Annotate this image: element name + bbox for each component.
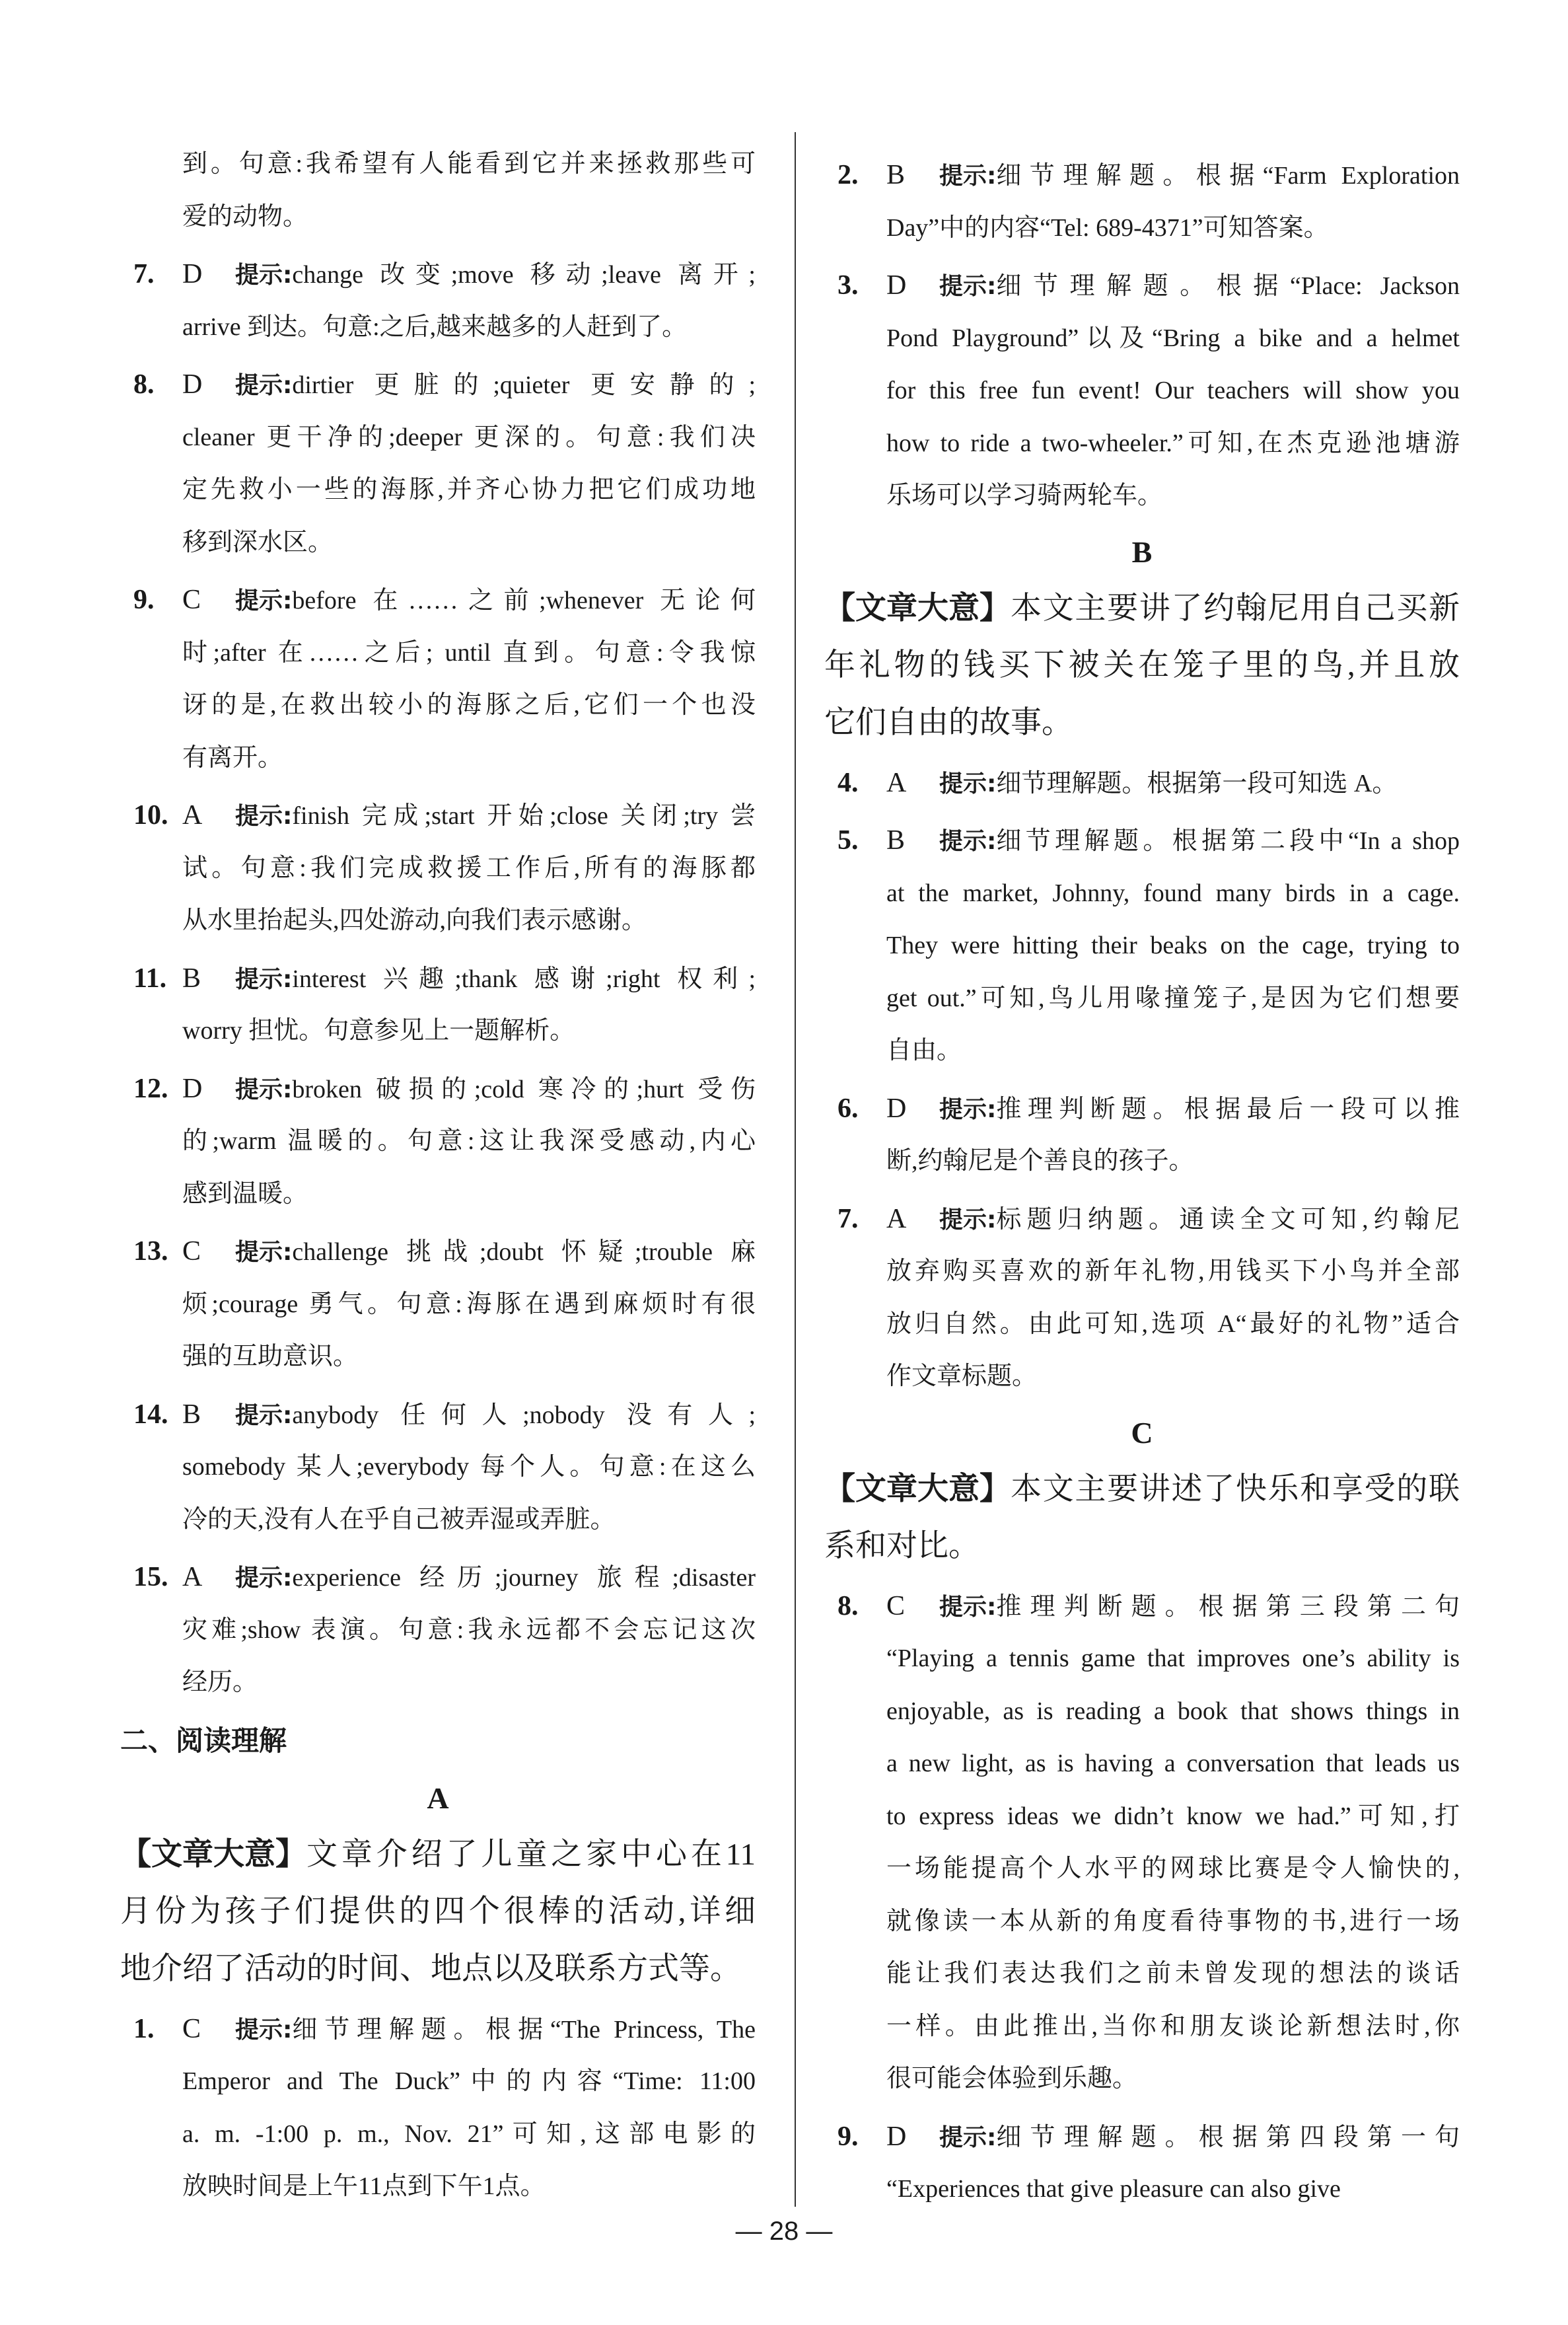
hint-text-line: 很可能会体验到乐趣。 bbox=[886, 2065, 1138, 2092]
hint-label: 提示: bbox=[235, 262, 293, 289]
hint-text-line: get out.”可知,鸟儿用喙撞笼子,是因为它们想要 bbox=[886, 984, 1460, 1012]
hint-label: 提示: bbox=[235, 803, 293, 830]
hint-text-line: 自由。 bbox=[886, 1037, 962, 1064]
hint-text-line: how to ride a two-wheeler.”可知,在杰克逊池塘游 bbox=[886, 429, 1460, 457]
question-number: 1. bbox=[133, 2013, 155, 2044]
answer-first-line bbox=[824, 149, 1460, 202]
hint-text: 推理判断题。根据第三段第二句 bbox=[996, 1592, 1460, 1621]
hint-text-line: Pond Playground”以及“Bring a bike and a helmet bbox=[886, 324, 1460, 352]
answer-item bbox=[824, 1580, 1460, 2106]
question-number: 12. bbox=[133, 1073, 168, 1104]
answer-first-line bbox=[120, 953, 756, 1006]
hint-label: 提示: bbox=[939, 2123, 997, 2151]
question-number: 9. bbox=[837, 2121, 859, 2152]
answer-first-line bbox=[120, 1226, 756, 1278]
left-column bbox=[120, 138, 756, 2213]
summary-text: 文章介绍了儿童之家中心在11 bbox=[306, 1837, 756, 1872]
hint-text-line: arrive 到达。句意:之后,越来越多的人赶到了。 bbox=[182, 313, 688, 341]
answer-first-line bbox=[120, 790, 756, 842]
hint-text: interest 兴趣;thank 感谢;right 权利; bbox=[292, 965, 756, 993]
hint-text: 细节理解题。根据第一段可知选 A。 bbox=[996, 769, 1398, 797]
answer-letter: C bbox=[182, 2013, 201, 2044]
hint-text-line: 经历。 bbox=[182, 1668, 258, 1696]
question-number: 4. bbox=[837, 767, 859, 798]
answer-item bbox=[824, 260, 1460, 523]
answer-item bbox=[120, 1551, 756, 1709]
answer-item bbox=[120, 2003, 756, 2213]
hint-text-line: 时;after 在……之后; until 直到。句意:令我惊 bbox=[182, 638, 756, 667]
column-divider bbox=[795, 132, 796, 2207]
answer-first-line bbox=[120, 359, 756, 412]
question-number: 5. bbox=[837, 825, 859, 856]
hint-text-line: 移到深水区。 bbox=[182, 528, 334, 556]
hint-label: 提示: bbox=[235, 1239, 293, 1266]
section-heading: 二、阅读理解 bbox=[120, 1724, 287, 1757]
summary-text: 本文主要讲述了快乐和享受的联 bbox=[1011, 1471, 1460, 1506]
answer-first-line bbox=[120, 1063, 756, 1116]
question-number: 13. bbox=[133, 1236, 168, 1267]
question-number: 15. bbox=[133, 1562, 168, 1592]
summary-text-line: 月份为孩子们提供的四个很棒的活动,详细 bbox=[120, 1894, 756, 1929]
hint-text: 标题归纳题。通读全文可知,约翰尼 bbox=[996, 1205, 1460, 1234]
text-line: 爱的动物。 bbox=[182, 202, 308, 231]
hint-text: change 改变;move 移动;leave 离开; bbox=[292, 261, 756, 289]
hint-text-line: 断,约翰尼是个善良的孩子。 bbox=[886, 1147, 1194, 1175]
hint-label: 提示: bbox=[235, 372, 293, 399]
hint-text-line: enjoyable, as is reading a book that shows things in bbox=[886, 1697, 1460, 1725]
hint-text-line: 试。句意:我们完成救援工作后,所有的海豚都 bbox=[182, 854, 756, 882]
answer-first-line bbox=[120, 1551, 756, 1604]
answer-letter: D bbox=[182, 1073, 203, 1104]
hint-label: 提示: bbox=[939, 1206, 997, 1234]
question-number: 14. bbox=[133, 1399, 168, 1430]
answer-first-line bbox=[120, 1389, 756, 1442]
hint-text-line: 就像读一本从新的角度看待事物的书,进行一场 bbox=[886, 1907, 1460, 1935]
hint-text: dirtier 更脏的;quieter 更安静的; bbox=[292, 371, 756, 399]
hint-text-line: 乐场可以学习骑两轮车。 bbox=[886, 482, 1163, 509]
question-number: 2. bbox=[837, 160, 859, 190]
answer-first-line bbox=[824, 260, 1460, 313]
hint-text: 细节理解题。根据“Place: Jackson bbox=[996, 272, 1460, 300]
question-number: 11. bbox=[133, 963, 167, 994]
hint-text-line: 放归自然。由此可知,选项 A“最好的礼物”适合 bbox=[886, 1310, 1460, 1338]
hint-text-line: worry 担忧。句意参见上一题解析。 bbox=[182, 1017, 575, 1045]
answer-first-line bbox=[120, 2003, 756, 2056]
hint-label: 提示: bbox=[939, 828, 997, 855]
passage-heading: A bbox=[427, 1781, 449, 1815]
hint-text: before 在……之前;whenever 无论何 bbox=[292, 587, 756, 614]
answer-letter: B bbox=[182, 963, 201, 994]
answer-letter: C bbox=[182, 1236, 201, 1267]
hint-text: experience 经历;journey 旅程;disaster bbox=[292, 1564, 756, 1592]
hint-label: 提示: bbox=[235, 1401, 293, 1429]
answer-first-line bbox=[120, 248, 756, 301]
hint-text: 细节理解题。根据第四段第一句 bbox=[996, 2123, 1460, 2151]
answer-item bbox=[120, 953, 756, 1058]
summary-text-line: 它们自由的故事。 bbox=[824, 705, 1073, 740]
hint-text-line: 感到温暖。 bbox=[182, 1179, 308, 1208]
answer-item bbox=[824, 757, 1460, 810]
hint-text-line: 放映时间是上午11点到下午1点。 bbox=[182, 2172, 546, 2200]
passage-summary bbox=[824, 579, 1460, 752]
answer-item bbox=[120, 248, 756, 353]
answer-first-line bbox=[824, 815, 1460, 867]
question-number: 7. bbox=[837, 1203, 859, 1234]
hint-text-line: a new light, as is having a conversation that leads us bbox=[886, 1750, 1460, 1777]
hint-text-line: 冷的天,没有人在乎自己被弄湿或弄脏。 bbox=[182, 1505, 616, 1533]
hint-text-line: 从水里抬起头,四处游动,向我们表示感谢。 bbox=[182, 906, 647, 934]
answer-letter: C bbox=[886, 1590, 906, 1621]
hint-text-line: 烦;courage 勇气。句意:海豚在遇到麻烦时有很 bbox=[182, 1290, 756, 1318]
hint-text-line: 有离开。 bbox=[182, 743, 283, 772]
hint-text-line: cleaner 更干净的;deeper 更深的。句意:我们决 bbox=[182, 423, 756, 451]
answer-letter: B bbox=[886, 160, 906, 190]
answer-letter: D bbox=[886, 1093, 907, 1124]
summary-label: 【文章大意】 bbox=[824, 1470, 1011, 1507]
answer-item bbox=[824, 815, 1460, 1078]
answer-letter: D bbox=[182, 259, 203, 289]
answer-first-line bbox=[824, 1083, 1460, 1136]
summary-label: 【文章大意】 bbox=[120, 1835, 306, 1872]
hint-label: 提示: bbox=[939, 770, 997, 797]
hint-text-line: Day”中的内容“Tel: 689-4371”可知答案。 bbox=[886, 213, 1329, 242]
hint-text-line: somebody 某人;everybody 每个人。句意:在这么 bbox=[182, 1453, 756, 1481]
question-number: 3. bbox=[837, 270, 859, 301]
hint-text-line: 放弃购买喜欢的新年礼物,用钱买下小鸟并全部 bbox=[886, 1257, 1460, 1285]
hint-text-line: a. m. -1:00 p. m., Nov. 21”可知,这部电影的 bbox=[182, 2120, 756, 2148]
hint-text: 推理判断题。根据最后一段可以推 bbox=[996, 1095, 1460, 1123]
question-number: 8. bbox=[133, 369, 155, 400]
hint-text: challenge 挑战;doubt 怀疑;trouble 麻 bbox=[292, 1238, 756, 1266]
passage-heading: C bbox=[1131, 1415, 1153, 1450]
answer-item bbox=[824, 149, 1460, 254]
question-number: 10. bbox=[133, 800, 168, 830]
hint-text: 细节理解题。根据“Farm Exploration bbox=[996, 162, 1460, 190]
hint-text: 细节理解题。根据“The Princess, The bbox=[292, 2015, 756, 2044]
hint-text-line: 定先救小一些的海豚,并齐心协力把它们成功地 bbox=[182, 476, 756, 503]
hint-text-line: 一样。由此推出,当你和朋友谈论新想法时,你 bbox=[886, 2012, 1460, 2040]
question-number: 9. bbox=[133, 585, 155, 615]
answer-item bbox=[824, 1193, 1460, 1403]
answer-letter: D bbox=[886, 270, 907, 301]
answer-first-line bbox=[824, 1193, 1460, 1246]
hint-label: 提示: bbox=[235, 2016, 293, 2044]
question-number: 8. bbox=[837, 1590, 859, 1621]
answer-letter: A bbox=[886, 1203, 907, 1234]
passage-summary bbox=[824, 1460, 1460, 1575]
hint-text-line: at the market, Johnny, found many birds in a cage. bbox=[886, 879, 1460, 907]
text-line: 到。句意:我希望有人能看到它并来拯救那些可 bbox=[182, 150, 756, 178]
summary-text-line: 系和对比。 bbox=[824, 1528, 980, 1563]
summary-text-line: 年礼物的钱买下被关在笼子里的鸟,并且放 bbox=[824, 647, 1460, 683]
hint-label: 提示: bbox=[235, 965, 293, 993]
summary-first-line bbox=[824, 579, 1460, 637]
hint-label: 提示: bbox=[939, 1095, 997, 1123]
answer-letter: A bbox=[182, 1562, 203, 1592]
answer-letter: C bbox=[182, 585, 201, 615]
hint-text-line: 的;warm 温暖的。句意:这让我深受感动,内心 bbox=[182, 1127, 756, 1155]
answer-letter: A bbox=[182, 800, 203, 830]
answer-item bbox=[120, 1063, 756, 1221]
hint-text-line: 讶的是,在救出较小的海豚之后,它们一个也没 bbox=[182, 691, 756, 719]
passage-heading: B bbox=[1131, 535, 1153, 569]
hint-label: 提示: bbox=[235, 1565, 293, 1592]
hint-text-line: 一场能提高个人水平的网球比赛是令人愉快的, bbox=[886, 1855, 1460, 1882]
answer-letter: B bbox=[886, 825, 906, 856]
answer-item bbox=[120, 359, 756, 569]
hint-text: 细节理解题。根据第二段中“In a shop bbox=[996, 827, 1460, 855]
hint-text-line: Emperor and The Duck”中的内容“Time: 11:00 bbox=[182, 2067, 756, 2095]
answer-item bbox=[120, 790, 756, 947]
summary-first-line bbox=[824, 1460, 1460, 1518]
answer-first-line bbox=[824, 757, 1460, 810]
answer-first-line bbox=[824, 2111, 1460, 2164]
hint-text-line: 灾难;show 表演。句意:我永远都不会忘记这次 bbox=[182, 1615, 756, 1644]
page-number: — 28 — bbox=[735, 2217, 833, 2246]
hint-text: finish 完成;start 开始;close 关闭;try 尝 bbox=[292, 802, 756, 830]
answer-item bbox=[824, 1083, 1460, 1188]
continued-text bbox=[120, 138, 756, 243]
hint-text: broken 破损的;cold 寒冷的;hurt 受伤 bbox=[292, 1075, 756, 1103]
hint-text-line: to express ideas we didn’t know we had.”可知,打 bbox=[886, 1802, 1460, 1830]
answer-item bbox=[120, 1226, 756, 1384]
question-number: 7. bbox=[133, 259, 155, 289]
hint-text: anybody 任何人;nobody 没有人; bbox=[292, 1401, 756, 1429]
summary-text: 本文主要讲了约翰尼用自己买新 bbox=[1011, 591, 1460, 626]
question-number: 6. bbox=[837, 1093, 859, 1124]
answer-item bbox=[824, 2111, 1460, 2216]
hint-text-line: They were hitting their beaks on the cage, trying to bbox=[886, 932, 1460, 959]
summary-first-line bbox=[120, 1826, 756, 1883]
answer-first-line bbox=[824, 1580, 1460, 1633]
answer-letter: D bbox=[182, 369, 203, 400]
hint-text-line: 作文章标题。 bbox=[886, 1362, 1038, 1390]
hint-text-line: “Playing a tennis game that improves one’s ability is bbox=[886, 1644, 1460, 1672]
answer-letter: A bbox=[886, 767, 907, 798]
right-column bbox=[824, 144, 1460, 2216]
hint-text-line: 强的互助意识。 bbox=[182, 1343, 359, 1370]
answer-letter: B bbox=[182, 1399, 201, 1430]
answer-item bbox=[120, 574, 756, 784]
hint-label: 提示: bbox=[939, 1593, 997, 1621]
hint-label: 提示: bbox=[235, 1076, 293, 1103]
hint-label: 提示: bbox=[235, 587, 293, 614]
summary-text-line: 地介绍了活动的时间、地点以及联系方式等。 bbox=[120, 1951, 741, 1986]
hint-text-line: 能让我们表达我们之前未曾发现的想法的谈话 bbox=[886, 1960, 1460, 1987]
answer-letter: D bbox=[886, 2121, 907, 2152]
hint-text-line: “Experiences that give pleasure can also give bbox=[886, 2175, 1341, 2203]
hint-text-line: for this free fun event! Our teachers will show you bbox=[886, 377, 1460, 404]
answer-item bbox=[120, 1389, 756, 1547]
summary-label: 【文章大意】 bbox=[824, 589, 1011, 626]
answer-first-line bbox=[120, 574, 756, 627]
hint-label: 提示: bbox=[939, 273, 997, 300]
hint-label: 提示: bbox=[939, 163, 997, 190]
passage-summary bbox=[120, 1826, 756, 1998]
